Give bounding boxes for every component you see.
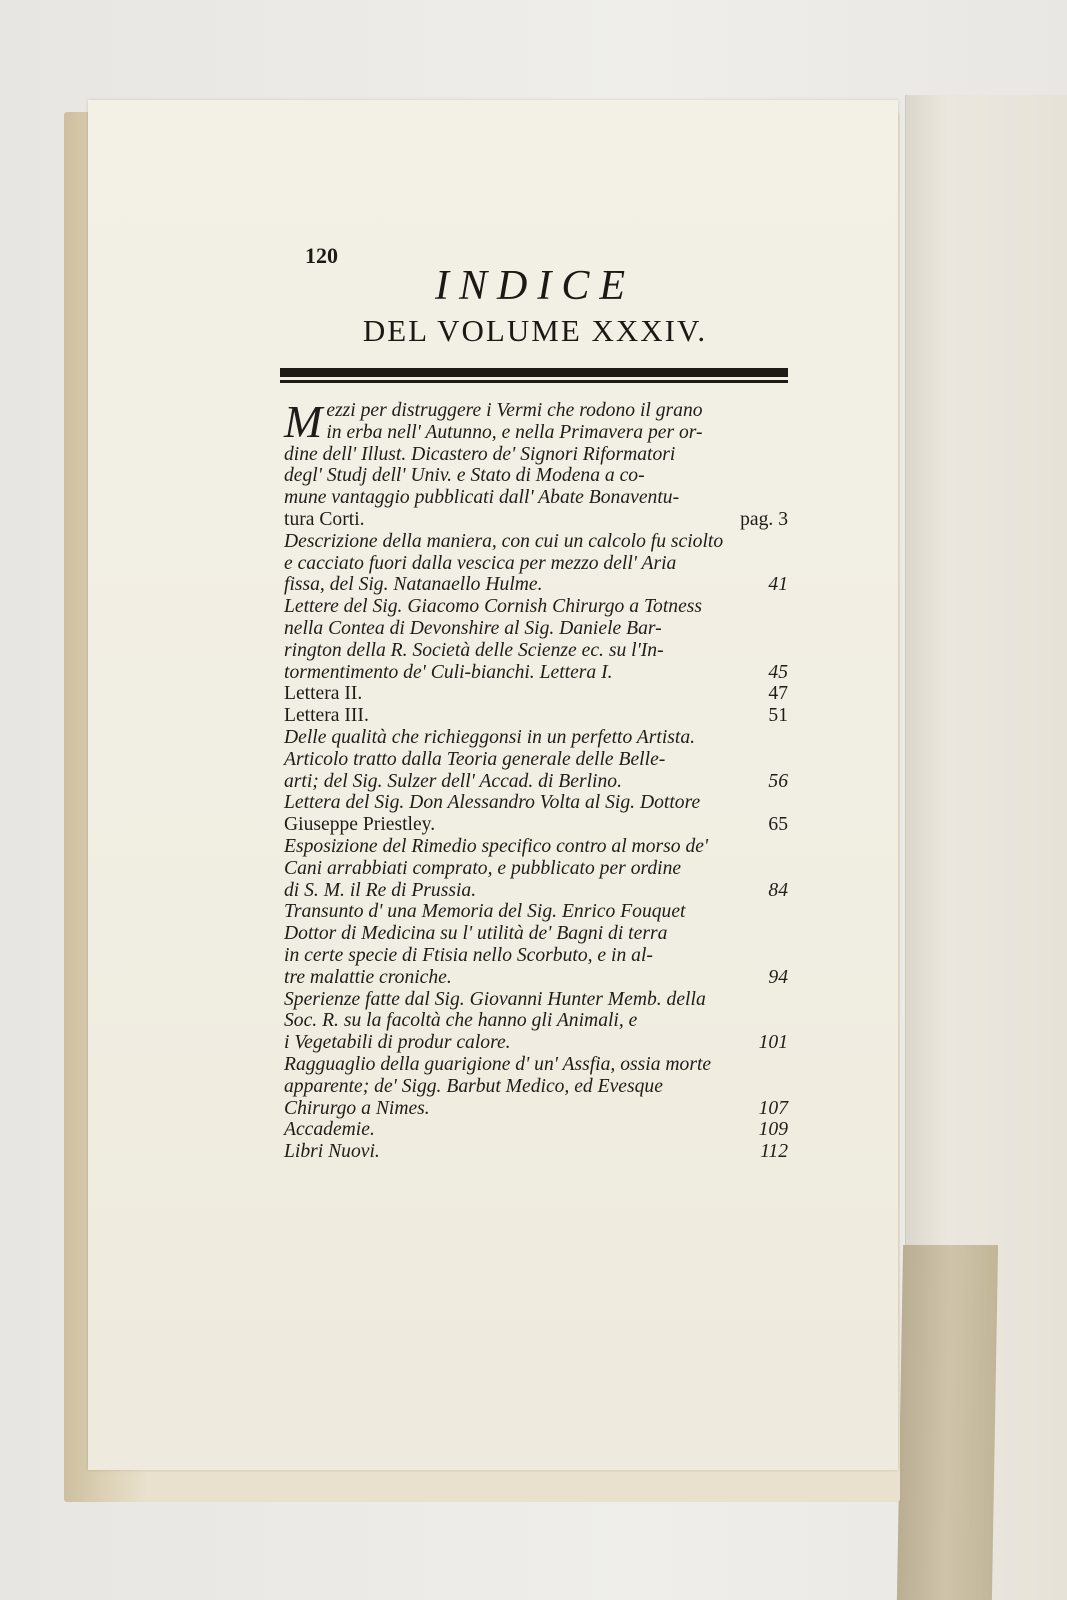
- entry-line: Giuseppe Priestley.: [284, 814, 436, 836]
- title-rule-thick: [280, 368, 788, 377]
- entry-page: 56: [768, 770, 788, 792]
- entry-page: 94: [768, 966, 788, 988]
- index-entry: [284, 836, 788, 901]
- index-entry: [284, 901, 788, 988]
- entry-line: tormentimento de' Culi-bianchi. Lettera I.: [284, 661, 613, 683]
- entry-line: arti; del Sig. Sulzer dell' Accad. di Berlino.: [284, 770, 622, 792]
- entry-page: 65: [768, 814, 788, 836]
- entry-line: tura Corti.: [284, 508, 365, 530]
- drop-cap: M: [284, 396, 323, 447]
- entry-line-last: [284, 814, 788, 836]
- entry-line-last: [284, 705, 788, 727]
- index-entry: [284, 531, 788, 596]
- index-entry: [284, 792, 788, 836]
- entry-page: 51: [768, 705, 788, 727]
- entry-page: 41: [768, 574, 788, 596]
- title-rule-thin: [280, 380, 788, 383]
- entry-line: Delle qualità che richieggonsi in un perfetto Artista.: [284, 726, 696, 748]
- entry-page: 101: [758, 1032, 788, 1054]
- index-entries: [284, 396, 788, 1163]
- entry-line: fissa, del Sig. Natanaello Hulme.: [284, 574, 543, 596]
- page-title: INDICE: [435, 263, 635, 309]
- entry-line-last: [284, 574, 788, 596]
- entry-line-last: [284, 966, 788, 989]
- entry-line: ezzi per distruggere i Vermi che rodono il grano: [326, 400, 703, 421]
- entry-line: Lettera II.: [284, 683, 363, 705]
- entry-page: 107: [758, 1097, 788, 1119]
- entry-line-last: [284, 1141, 788, 1163]
- entry-line-last: [284, 683, 788, 705]
- entry-page: 109: [758, 1119, 788, 1141]
- entry-line-last: [284, 509, 788, 531]
- entry-page: 112: [760, 1141, 788, 1163]
- entry-line: apparente; de' Sigg. Barbut Medico, ed Evesque: [284, 1075, 663, 1097]
- entry-page: 84: [768, 879, 788, 901]
- entry-line: Soc. R. su la facoltà che hanno gli Animali, e: [284, 1010, 638, 1032]
- entry-line-last: [284, 1097, 788, 1120]
- entry-line: Sperienze fatte dal Sig. Giovanni Hunter Memb. della: [284, 988, 706, 1010]
- entry-line: tre malattie croniche.: [284, 966, 452, 988]
- entry-line-last: [284, 879, 788, 902]
- entry-line: di S. M. il Re di Prussia.: [284, 879, 477, 901]
- index-entry: [284, 705, 788, 727]
- paper-tab: [897, 1245, 998, 1600]
- index-entry: [284, 683, 788, 705]
- index-entry: [284, 1054, 788, 1119]
- page-subtitle: DEL VOLUME XXXIV.: [362, 313, 708, 348]
- entry-line: Lettera del Sig. Don Alessandro Volta al Sig. Dottore: [284, 792, 701, 814]
- entry-line: Dottor di Medicina su l' utilità de' Bagni di terra: [284, 923, 668, 945]
- entry-line: rington della R. Società delle Scienze ec. su l'In-: [284, 639, 664, 661]
- entry-line: in erba nell' Autunno, e nella Primavera per or-: [326, 421, 703, 443]
- entry-line: Ragguaglio della guarigione d' un' Assfia, ossia morte: [284, 1053, 712, 1075]
- entry-line-last: [284, 1119, 788, 1141]
- entry-line: degl' Studj dell' Univ. e Stato di Modena a co-: [284, 465, 645, 487]
- entry-page: 45: [768, 661, 788, 683]
- entry-line: mune vantaggio pubblicati dall' Abate Bonaventu-: [284, 487, 680, 509]
- entry-page: 47: [768, 683, 788, 705]
- entry-line: Chirurgo a Nimes.: [284, 1097, 430, 1119]
- entry-line-last: [284, 661, 788, 684]
- entry-line: nella Contea di Devonshire al Sig. Daniele Bar-: [284, 617, 662, 639]
- entry-line: Lettera III.: [284, 705, 369, 727]
- entry-line: Transunto d' una Memoria del Sig. Enrico Fouquet: [284, 901, 686, 923]
- entry-line: Lettere del Sig. Giacomo Cornish Chirurgo a Totness: [284, 596, 703, 618]
- entry-line: Articolo tratto dalla Teoria generale delle Belle-: [284, 748, 666, 770]
- entry-line-last: [284, 770, 788, 793]
- entry-line: in certe specie di Ftisia nello Scorbuto, e in al-: [284, 944, 653, 966]
- entry-line: i Vegetabili di produr calore.: [284, 1032, 511, 1054]
- entry-line-last: [284, 1032, 788, 1054]
- page-number: 120: [305, 243, 338, 268]
- entry-line: Accademie.: [284, 1119, 375, 1141]
- entry-line: Esposizione del Rimedio specifico contro al morso de': [284, 835, 709, 857]
- index-entry: [284, 396, 788, 531]
- entry-line: Libri Nuovi.: [284, 1141, 380, 1163]
- index-entry: [284, 1119, 788, 1141]
- index-entry: [284, 727, 788, 792]
- index-entry: [284, 596, 788, 683]
- entry-line: Cani arrabbiati comprato, e pubblicato per ordine: [284, 857, 682, 879]
- entry-line: dine dell' Illust. Dicastero de' Signori Riformatori: [284, 443, 676, 465]
- index-entry: [284, 989, 788, 1054]
- index-entry: [284, 1141, 788, 1163]
- entry-page: pag. 3: [740, 508, 788, 530]
- entry-line: Descrizione della maniera, con cui un calcolo fu sciolto: [284, 530, 724, 552]
- entry-line: e cacciato fuori dalla vescica per mezzo dell' Aria: [284, 552, 677, 574]
